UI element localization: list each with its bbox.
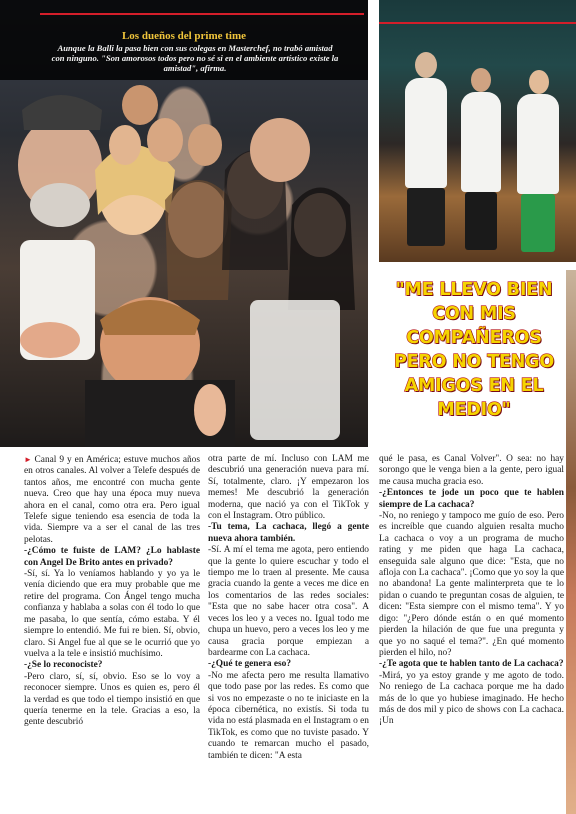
caption-title: Los dueños del prime time — [121, 30, 247, 42]
chef-head — [529, 70, 549, 94]
paragraph-text: -No me afecta pero me resulta llamativo que todo pase por las redes. Es como que si vos no empezaste o no te iniciaste en la época cibernética, no existís. Si toda tu vida no está plasmada en el Instagram o en TikTok, es como que no tuviste pasado. Y cuando te remarcan mucho el pasado, también te dicen: "A esta — [208, 670, 369, 761]
article-paragraph — [24, 569, 200, 660]
photo-illustration — [0, 0, 368, 447]
dark-pants — [465, 192, 497, 250]
dark-pants — [407, 188, 445, 246]
paragraph-text: Canal 9 y en América; estuve muchos años en otros canales. Al volver a Telefe después de tantos años, me encontré con mucha gente nueva. Creo que hay una época muy nueva ahora en el canal, como otra era. Pero igual Telefe sigue teniendo esa esencia de toda la vida. Siempre va a ser el canal de las tres pelotas. — [24, 455, 201, 545]
group-selfie-photo — [0, 0, 368, 447]
chef-head — [415, 52, 437, 78]
pull-quote — [379, 278, 569, 438]
interview-question — [208, 659, 369, 670]
paragraph-text: -Sí, sí. Ya lo veníamos hablando y yo ya le venía diciendo que era muy probable que me retire del programa. Con Ángel tengo mucha confianza y hablaba a solas con él todo lo que me pasaba, lo que sentía, cómo estaba. Y él siempre lo entendió. Me fui re bien. Sí, obvio, claro. Si Angel fue al que se le ocurrió que yo vuelva a la tele e insistió muchísimo. — [24, 569, 200, 659]
chef-apron — [517, 94, 559, 194]
green-pants — [521, 194, 555, 252]
paragraph-text: -¿Cómo te fuiste de LAM? ¿Lo hablaste con Angel De Brito antes en privado? — [24, 546, 200, 568]
chef-apron — [405, 78, 447, 188]
paragraph-text: -¿Te agota que te hablen tanto de La cachaca? — [379, 659, 564, 670]
page-edge-image — [566, 270, 576, 814]
interview-question — [208, 522, 369, 545]
article-paragraph — [208, 671, 369, 762]
paragraph-text: -Pero claro, sí, sí, obvio. Eso se lo voy a reconocer siempre. Unos es quien es, pero él la verdad es que todo el tiempo insistió en que quería tenerme en la tele. Gracias a eso, la gente descubrió — [24, 671, 200, 728]
paragraph-text: otra parte de mí. Incluso con LAM me descubrió una generación nueva para mí. Sí, totalmente, claro. ¡Y empezaron los memes! Me descubrió la generación moderna, que nació ya con el TikTok y con el Instagram. Otro público. — [208, 454, 369, 522]
article-column-3 — [379, 454, 564, 728]
article-paragraph — [379, 511, 564, 659]
chef-head — [471, 68, 491, 92]
article-paragraph — [24, 672, 200, 729]
masterchef-set-photo — [379, 0, 576, 262]
paragraph-text: -¿Qué te genera eso? — [208, 659, 292, 670]
article-column-1 — [24, 454, 200, 729]
chef-apron — [461, 92, 501, 192]
interview-question — [379, 659, 564, 670]
paragraph-text: -¿Entonces te jode un poco que te hablen siempre de La cachaca? — [379, 488, 564, 510]
side-divider — [379, 22, 576, 24]
interview-question — [24, 660, 200, 671]
paragraph-text: qué le pasa, es Canal Volver". O sea: no hay sorongo que le venga bien a la gente, pero igual me causa mucha gracia eso. — [379, 454, 564, 487]
paragraph-text: -Sí. A mí el tema me agota, pero entiendo que la gente lo quiere escuchar y todo el tiempo me lo traen al presente. Me causa gracia cuando la gente a veces me dice en los comentarios de las redes sociales: "Esta que no sabe hacer otra cosa". A veces los leo y a veces no. Igual todo me chupa un huevo, pero a veces los leo y me causa gracia porque empiezan a bardearme con La cachaca. — [208, 545, 369, 658]
paragraph-text: -No, no reniego y tampoco me guío de eso. Pero es increíble que cuando alguien resalta mucho La cachaca o voy a un programa de mucho rating y me piden que haga La cachaca, enseguida sale alguno que dice: "Esta, que no afloja con La cachaca". ¡Como que yo soy la que no abandona! La gente malinterpreta que te lo pidan o cuando te preguntan cosas de alguien, te dicen: "Esta siempre con el mismo tema". Y yo digo: "¿Pero dónde están o en qué momento pierden la hilación de que fue una pregunta y que yo no saqué el tema?". ¿En qué momento pierden el hilo, no? — [379, 511, 564, 658]
paragraph-text: -¿Se lo reconociste? — [24, 660, 103, 671]
article-paragraph — [379, 671, 564, 728]
article-paragraph — [208, 545, 369, 659]
bullet-marker: ► — [24, 455, 35, 464]
article-column-2 — [208, 454, 369, 762]
pull-quote-text: "ME LLEVO BIEN CON MIS COMPAÑEROS PERO NO TENGO AMIGOS EN EL MEDIO" — [393, 280, 555, 420]
article-paragraph — [208, 454, 369, 522]
article-paragraph — [379, 454, 564, 488]
paragraph-text: -Mirá, yo ya estoy grande y me agoto de todo. No reniego de La cachaca porque me ha dado más de lo que yo hubiese imaginado. He hecho más de dos mil y pico de shows con La cachaca. ¡Un — [379, 670, 564, 727]
article-paragraph — [24, 454, 200, 546]
paragraph-text: -Tu tema, La cachaca, llegó a gente nueva ahora también. — [208, 522, 369, 544]
interview-question — [24, 546, 200, 569]
interview-question — [379, 488, 564, 511]
caption-text: Aunque la Balli la pasa bien con sus colegas en Masterchef, no trabó amistad con ninguno. "Son amorosos todos pero no sé si en el ambiente artístico existe la amistad", afirma. — [51, 43, 339, 73]
